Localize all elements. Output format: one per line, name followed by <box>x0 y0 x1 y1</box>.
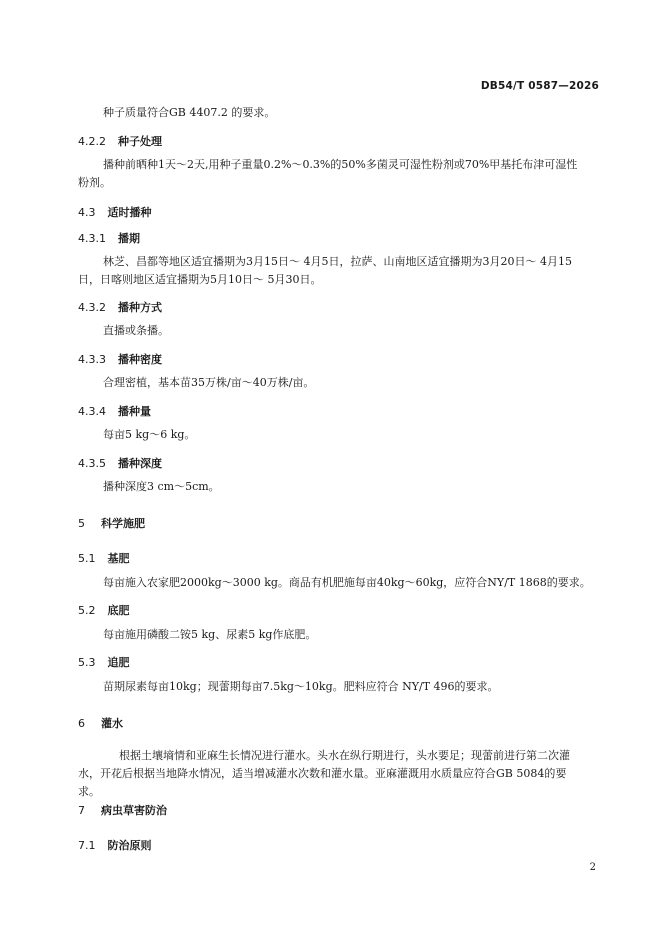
section-heading <box>78 837 152 853</box>
section-number: 5 <box>78 517 85 530</box>
section-heading <box>78 550 130 566</box>
section-number: 4.2.2 <box>78 135 106 148</box>
section-title: 种子处理 <box>118 135 162 148</box>
section-heading <box>78 602 130 618</box>
section-title: 播期 <box>118 232 140 245</box>
section-number: 4.3.1 <box>78 232 106 245</box>
paragraph: 每亩施用磷酸二铵5 kg、尿素5 kg作底肥。 <box>103 628 317 641</box>
paragraph: 根据土壤墒情和亚麻生长情况进行灌水。头水在纵行期进行，头水要足；现蕾前进行第二次灌水，开花后根据当地降水情况，适当增减灌水次数和灌水量。亚麻灌溉用水质量应符合GB 5084的要求。 <box>78 749 570 798</box>
section-number: 4.3.3 <box>78 353 106 366</box>
paragraph: 种子质量符合GB 4407.2 的要求。 <box>103 106 276 119</box>
section-title: 防治原则 <box>107 839 152 852</box>
section-heading <box>78 351 162 367</box>
section-heading <box>78 299 162 315</box>
section-title: 灌水 <box>101 717 123 730</box>
section-number: 7.1 <box>78 839 96 852</box>
chapter-heading <box>78 715 123 731</box>
paragraph: 苗期尿素每亩10kg；现蕾期每亩7.5kg～10kg。肥料应符合 NY/T 496的要求。 <box>103 680 499 693</box>
section-title: 适时播种 <box>107 206 152 219</box>
section-heading <box>78 455 162 471</box>
paragraph: 每亩5 kg～6 kg。 <box>103 428 196 441</box>
section-heading <box>78 133 162 149</box>
section-number: 5.1 <box>78 552 96 565</box>
chapter-heading <box>78 802 167 818</box>
section-heading <box>78 654 130 670</box>
section-title: 底肥 <box>107 604 130 617</box>
section-number: 4.3.4 <box>78 405 106 418</box>
section-number: 6 <box>78 717 85 730</box>
section-title: 追肥 <box>107 656 130 669</box>
section-number: 5.3 <box>78 656 96 669</box>
paragraph: 直播或条播。 <box>103 324 169 337</box>
section-number: 7 <box>78 804 85 817</box>
paragraph: 播种深度3 cm～5cm。 <box>103 480 220 493</box>
paragraph: 合理密植，基本苗35万株/亩～40万株/亩。 <box>103 376 315 389</box>
section-heading <box>78 204 152 220</box>
section-heading <box>78 403 151 419</box>
paragraph: 每亩施入农家肥2000kg～3000 kg。商品有机肥施每亩40kg～60kg，应符合NY/T 1868的要求。 <box>103 576 591 589</box>
section-title: 基肥 <box>107 552 130 565</box>
document-code: DB54/T 0587—2026 <box>480 80 599 92</box>
section-title: 播种量 <box>118 405 151 418</box>
paragraph: 播种前晒种1天～2天,用种子重量0.2%～0.3%的50%多菌灵可湿性粉剂或70%甲基托布津可湿性粉剂。 <box>78 158 578 189</box>
section-title: 病虫草害防治 <box>101 804 167 817</box>
page-number: 2 <box>589 862 596 873</box>
section-number: 4.3 <box>78 206 96 219</box>
paragraph: 林芝、昌都等地区适宜播期为3月15日～ 4月5日，拉萨、山南地区适宜播期为3月20日～ 4月15日，日喀则地区适宜播期为5月10日～ 5月30日。 <box>78 255 572 286</box>
section-title: 播种密度 <box>118 353 162 366</box>
section-title: 科学施肥 <box>101 517 145 530</box>
section-title: 播种方式 <box>118 301 162 314</box>
section-title: 播种深度 <box>118 457 162 470</box>
section-number: 4.3.2 <box>78 301 106 314</box>
section-number: 4.3.5 <box>78 457 106 470</box>
section-number: 5.2 <box>78 604 96 617</box>
chapter-heading <box>78 515 145 531</box>
section-heading <box>78 230 140 246</box>
